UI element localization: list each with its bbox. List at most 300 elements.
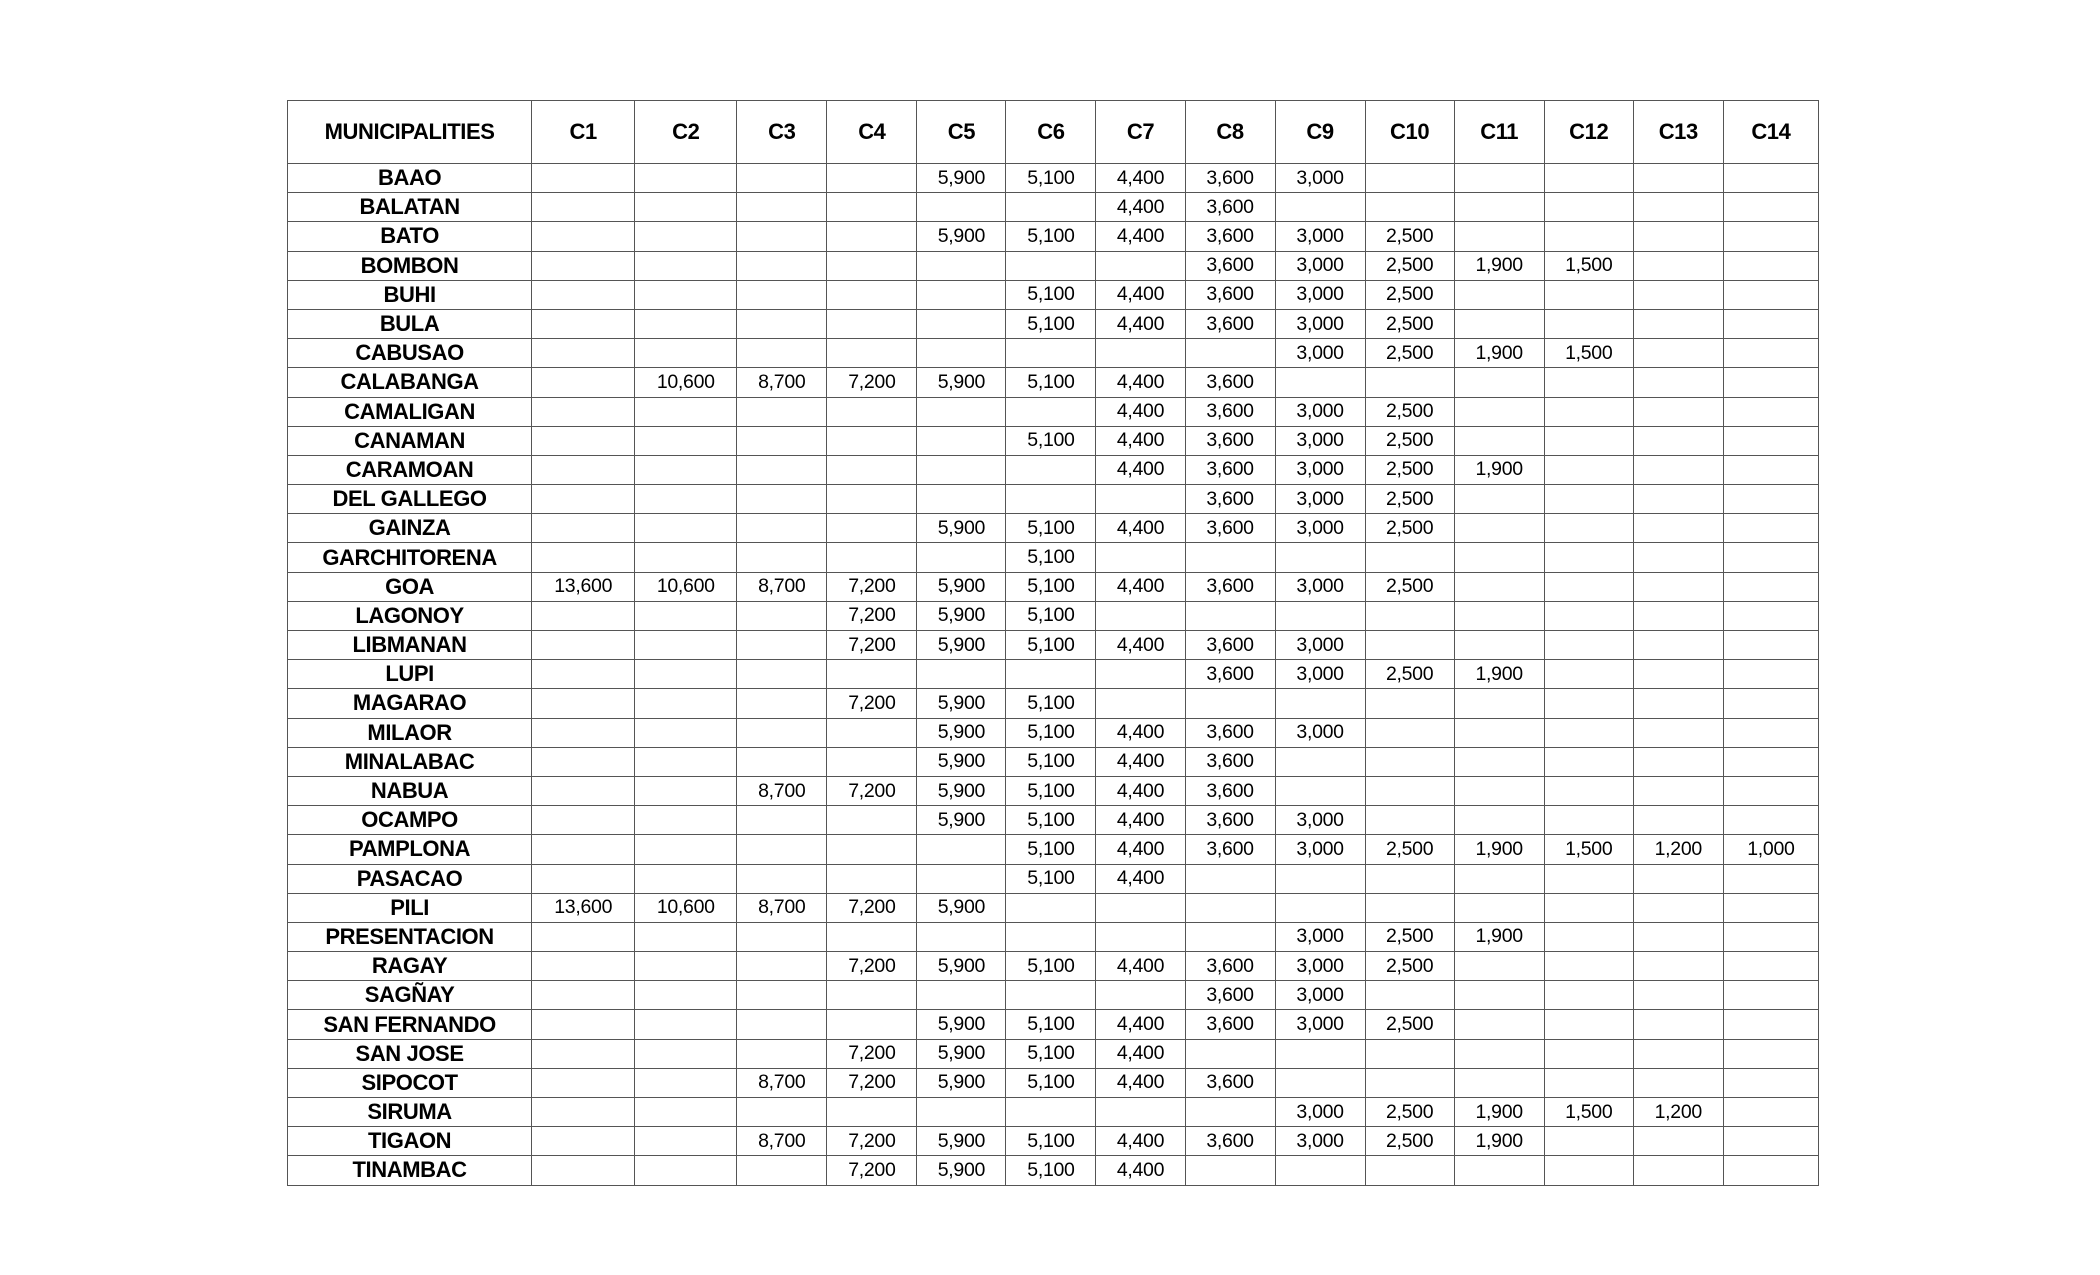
rate-cell: 3,000 — [1275, 280, 1365, 309]
rate-cell: 1,900 — [1454, 922, 1544, 951]
rate-cell — [1454, 864, 1544, 893]
rate-cell: 4,400 — [1096, 806, 1185, 835]
rate-cell — [1633, 1010, 1723, 1039]
rate-cell: 5,100 — [1006, 1127, 1096, 1156]
rate-cell — [1454, 1010, 1544, 1039]
municipality-name-cell: CARAMOAN — [288, 455, 532, 484]
column-header-c1: C1 — [532, 101, 635, 164]
rate-cell — [827, 543, 917, 572]
rate-cell — [1633, 251, 1723, 280]
rate-cell: 3,000 — [1275, 397, 1365, 426]
rate-cell: 2,500 — [1365, 922, 1454, 951]
rate-cell — [1365, 747, 1454, 776]
rate-cell — [532, 922, 635, 951]
table-row — [288, 572, 1819, 601]
rate-cell — [532, 164, 635, 193]
rate-cell — [737, 1039, 827, 1068]
rate-cell — [1633, 222, 1723, 251]
rate-cell — [1544, 747, 1633, 776]
rate-cell: 2,500 — [1365, 397, 1454, 426]
table-row — [288, 280, 1819, 309]
rate-cell: 5,900 — [917, 631, 1006, 660]
rate-cell — [1365, 193, 1454, 222]
rate-cell — [1185, 1156, 1275, 1185]
rate-cell — [532, 747, 635, 776]
rate-cell — [737, 455, 827, 484]
rate-cell: 3,000 — [1275, 1010, 1365, 1039]
rate-cell — [1454, 572, 1544, 601]
municipality-name-cell: LUPI — [288, 660, 532, 689]
rate-cell — [1185, 543, 1275, 572]
rate-cell — [827, 455, 917, 484]
table-row — [288, 397, 1819, 426]
rate-cell — [1544, 426, 1633, 455]
rate-cell: 3,600 — [1185, 514, 1275, 543]
rate-cell: 1,900 — [1454, 1098, 1544, 1127]
municipality-name-cell: BATO — [288, 222, 532, 251]
rate-cell: 8,700 — [737, 1127, 827, 1156]
rate-cell: 5,900 — [917, 689, 1006, 718]
rate-cell — [1185, 601, 1275, 630]
rate-cell — [737, 718, 827, 747]
rate-cell — [827, 835, 917, 864]
table-header-row — [288, 101, 1819, 164]
rate-cell: 5,100 — [1006, 689, 1096, 718]
rate-cell — [1633, 1068, 1723, 1097]
rate-cell — [1454, 1039, 1544, 1068]
municipality-name-cell: SAGÑAY — [288, 981, 532, 1010]
rate-cell — [635, 222, 737, 251]
rate-cell — [1633, 485, 1723, 514]
municipality-name-cell: GAINZA — [288, 514, 532, 543]
rate-cell: 4,400 — [1096, 952, 1185, 981]
rate-cell — [1096, 485, 1185, 514]
rate-cell: 3,600 — [1185, 776, 1275, 805]
rate-cell — [737, 514, 827, 543]
rate-cell: 2,500 — [1365, 514, 1454, 543]
table-row — [288, 426, 1819, 455]
rate-cell — [1365, 718, 1454, 747]
rate-cell: 4,400 — [1096, 718, 1185, 747]
rate-cell: 3,000 — [1275, 660, 1365, 689]
rate-cell — [737, 222, 827, 251]
rate-cell — [532, 1039, 635, 1068]
rate-cell: 5,900 — [917, 1156, 1006, 1185]
column-header-c6: C6 — [1006, 101, 1096, 164]
municipality-name-cell: SIRUMA — [288, 1098, 532, 1127]
rate-cell — [1365, 543, 1454, 572]
rate-cell: 3,600 — [1185, 806, 1275, 835]
municipality-name-cell: SAN JOSE — [288, 1039, 532, 1068]
rate-cell — [635, 543, 737, 572]
rate-cell: 3,000 — [1275, 514, 1365, 543]
rate-cell: 5,900 — [917, 222, 1006, 251]
rate-cell — [827, 193, 917, 222]
rate-cell: 2,500 — [1365, 309, 1454, 338]
rate-cell — [532, 397, 635, 426]
rate-cell — [1544, 631, 1633, 660]
rate-cell — [635, 1127, 737, 1156]
rate-cell — [1454, 806, 1544, 835]
rate-cell: 4,400 — [1096, 368, 1185, 397]
rate-cell — [1723, 689, 1818, 718]
rate-cell: 3,600 — [1185, 1010, 1275, 1039]
rate-cell: 5,100 — [1006, 1068, 1096, 1097]
rate-cell: 2,500 — [1365, 339, 1454, 368]
column-header-c12: C12 — [1544, 101, 1633, 164]
rate-cell — [1723, 339, 1818, 368]
rate-cell: 5,100 — [1006, 601, 1096, 630]
rate-cell — [1544, 1127, 1633, 1156]
rate-cell: 5,100 — [1006, 572, 1096, 601]
rate-cell: 2,500 — [1365, 952, 1454, 981]
municipality-name-cell: CAMALIGAN — [288, 397, 532, 426]
rate-cell — [1544, 1010, 1633, 1039]
rate-cell: 3,600 — [1185, 747, 1275, 776]
rate-cell — [1544, 1156, 1633, 1185]
rate-cell — [827, 747, 917, 776]
column-header-c7: C7 — [1096, 101, 1185, 164]
rate-cell — [635, 981, 737, 1010]
rate-cell — [827, 309, 917, 338]
rate-cell: 3,600 — [1185, 222, 1275, 251]
rate-cell: 4,400 — [1096, 426, 1185, 455]
rate-cell — [917, 193, 1006, 222]
rate-cell — [1723, 543, 1818, 572]
rate-cell — [917, 426, 1006, 455]
rate-cell — [1544, 806, 1633, 835]
rate-cell: 5,100 — [1006, 1039, 1096, 1068]
rate-cell — [532, 1156, 635, 1185]
column-header-c3: C3 — [737, 101, 827, 164]
municipality-name-cell: GOA — [288, 572, 532, 601]
rate-cell: 3,000 — [1275, 309, 1365, 338]
rate-cell — [1365, 981, 1454, 1010]
rate-cell: 3,000 — [1275, 339, 1365, 368]
rate-cell: 5,100 — [1006, 543, 1096, 572]
table-row — [288, 543, 1819, 572]
rate-cell — [917, 660, 1006, 689]
rate-cell — [635, 952, 737, 981]
rate-cell — [1633, 806, 1723, 835]
rate-cell — [635, 1010, 737, 1039]
rate-cell — [532, 1010, 635, 1039]
rate-cell — [1723, 572, 1818, 601]
rate-cell — [827, 1010, 917, 1039]
rate-cell — [635, 922, 737, 951]
rate-cell: 3,000 — [1275, 426, 1365, 455]
rate-cell — [1633, 426, 1723, 455]
rate-cell — [1723, 1127, 1818, 1156]
rate-cell: 3,000 — [1275, 806, 1365, 835]
rate-cell: 8,700 — [737, 1068, 827, 1097]
rate-cell — [635, 835, 737, 864]
rate-cell: 1,500 — [1544, 339, 1633, 368]
rate-cell — [1723, 893, 1818, 922]
rate-cell — [635, 309, 737, 338]
rate-cell — [827, 864, 917, 893]
municipality-name-cell: SIPOCOT — [288, 1068, 532, 1097]
table-row — [288, 251, 1819, 280]
rate-cell — [737, 631, 827, 660]
rate-cell — [827, 339, 917, 368]
rate-cell — [635, 601, 737, 630]
municipality-name-cell: CABUSAO — [288, 339, 532, 368]
rate-cell: 2,500 — [1365, 280, 1454, 309]
rate-cell: 3,600 — [1185, 952, 1275, 981]
municipality-name-cell: BAAO — [288, 164, 532, 193]
column-header-c4: C4 — [827, 101, 917, 164]
rate-cell — [1454, 309, 1544, 338]
rate-cell — [1454, 426, 1544, 455]
rate-cell: 3,000 — [1275, 631, 1365, 660]
rate-cell — [1006, 455, 1096, 484]
rate-cell: 3,600 — [1185, 309, 1275, 338]
rate-cell — [1275, 543, 1365, 572]
rate-cell: 7,200 — [827, 631, 917, 660]
rate-cell — [1454, 952, 1544, 981]
municipality-name-cell: NABUA — [288, 776, 532, 805]
rate-cell: 5,900 — [917, 1010, 1006, 1039]
rate-cell — [532, 1127, 635, 1156]
rate-cell: 2,500 — [1365, 426, 1454, 455]
rate-cell — [1633, 1156, 1723, 1185]
rate-cell: 4,400 — [1096, 455, 1185, 484]
rate-cell — [1633, 193, 1723, 222]
rate-cell: 3,600 — [1185, 485, 1275, 514]
rate-cell — [827, 251, 917, 280]
rate-cell: 1,900 — [1454, 455, 1544, 484]
rate-cell: 4,400 — [1096, 1156, 1185, 1185]
rate-cell: 3,600 — [1185, 368, 1275, 397]
rate-cell — [1633, 397, 1723, 426]
table-row — [288, 893, 1819, 922]
rate-cell — [917, 309, 1006, 338]
rate-cell — [1275, 601, 1365, 630]
rate-cell — [1723, 455, 1818, 484]
rate-cell — [917, 280, 1006, 309]
rate-cell: 5,900 — [917, 368, 1006, 397]
rate-cell — [635, 1068, 737, 1097]
rate-cell — [1544, 222, 1633, 251]
rate-cell: 5,100 — [1006, 426, 1096, 455]
rate-cell: 5,900 — [917, 601, 1006, 630]
rate-cell — [1633, 864, 1723, 893]
rate-cell — [827, 514, 917, 543]
rate-cell — [1633, 922, 1723, 951]
rate-cell — [1633, 718, 1723, 747]
rate-cell: 5,900 — [917, 806, 1006, 835]
rate-cell — [532, 1068, 635, 1097]
rate-cell — [1633, 280, 1723, 309]
rate-cell — [1096, 1098, 1185, 1127]
rate-cell: 4,400 — [1096, 776, 1185, 805]
rate-cell — [1723, 981, 1818, 1010]
rate-cell — [827, 426, 917, 455]
municipality-name-cell: TIGAON — [288, 1127, 532, 1156]
rate-cell — [1633, 631, 1723, 660]
municipality-name-cell: TINAMBAC — [288, 1156, 532, 1185]
rate-cell — [1365, 864, 1454, 893]
rate-cell — [1544, 1039, 1633, 1068]
rate-cell — [635, 485, 737, 514]
rate-cell — [1454, 689, 1544, 718]
rate-cell — [1365, 806, 1454, 835]
rate-cell — [1544, 718, 1633, 747]
rate-cell — [1454, 193, 1544, 222]
rate-cell — [1275, 776, 1365, 805]
rate-cell — [1454, 222, 1544, 251]
table-row — [288, 455, 1819, 484]
rate-cell — [737, 193, 827, 222]
rate-cell — [1633, 893, 1723, 922]
rate-cell — [1544, 397, 1633, 426]
rate-cell — [635, 339, 737, 368]
rate-cell — [1544, 193, 1633, 222]
rate-cell: 1,500 — [1544, 1098, 1633, 1127]
rate-cell — [737, 660, 827, 689]
rate-cell — [532, 776, 635, 805]
rate-cell — [1275, 193, 1365, 222]
rate-cell — [917, 835, 1006, 864]
rate-cell: 4,400 — [1096, 1039, 1185, 1068]
rate-cell: 8,700 — [737, 368, 827, 397]
rate-cell — [1633, 981, 1723, 1010]
rate-cell: 4,400 — [1096, 1010, 1185, 1039]
rate-cell — [1275, 368, 1365, 397]
rate-cell: 4,400 — [1096, 1068, 1185, 1097]
table-row — [288, 164, 1819, 193]
rate-cell: 7,200 — [827, 1156, 917, 1185]
rate-cell — [1633, 164, 1723, 193]
column-header-c8: C8 — [1185, 101, 1275, 164]
rate-cell — [1723, 660, 1818, 689]
rate-cell — [917, 864, 1006, 893]
rate-cell — [1006, 339, 1096, 368]
rate-cell: 1,900 — [1454, 251, 1544, 280]
rate-cell — [1723, 193, 1818, 222]
rate-cell — [635, 806, 737, 835]
rate-cell — [1723, 485, 1818, 514]
rate-cell — [635, 1039, 737, 1068]
rate-cell — [1723, 309, 1818, 338]
rate-cell: 2,500 — [1365, 455, 1454, 484]
municipality-name-cell: BOMBON — [288, 251, 532, 280]
rate-cell — [737, 835, 827, 864]
rate-cell — [1454, 776, 1544, 805]
rate-cell: 5,100 — [1006, 1010, 1096, 1039]
rate-cell — [635, 1098, 737, 1127]
rate-cell — [1544, 280, 1633, 309]
rate-cell: 7,200 — [827, 368, 917, 397]
rate-cell — [1723, 631, 1818, 660]
rate-cell: 5,100 — [1006, 776, 1096, 805]
rate-cell — [532, 601, 635, 630]
rate-cell: 7,200 — [827, 689, 917, 718]
rate-cell — [1723, 1068, 1818, 1097]
rate-cell — [1454, 397, 1544, 426]
rate-cell — [1633, 1039, 1723, 1068]
municipality-name-cell: CANAMAN — [288, 426, 532, 455]
rate-cell — [532, 280, 635, 309]
rate-cell — [737, 164, 827, 193]
rate-cell: 5,100 — [1006, 1156, 1096, 1185]
rate-cell — [1365, 689, 1454, 718]
rate-cell — [1454, 631, 1544, 660]
rate-cell: 5,100 — [1006, 280, 1096, 309]
column-header-c14: C14 — [1723, 101, 1818, 164]
rate-cell — [635, 164, 737, 193]
rate-cell — [635, 455, 737, 484]
table-row — [288, 631, 1819, 660]
rate-cell — [827, 280, 917, 309]
rate-cell: 3,600 — [1185, 1068, 1275, 1097]
rate-cell: 10,600 — [635, 368, 737, 397]
rate-cell — [737, 251, 827, 280]
rate-cell — [1454, 485, 1544, 514]
rate-cell — [1454, 368, 1544, 397]
rate-cell: 13,600 — [532, 893, 635, 922]
rate-cell — [1544, 922, 1633, 951]
rate-cell — [532, 864, 635, 893]
rate-cell: 10,600 — [635, 893, 737, 922]
rate-cell — [917, 455, 1006, 484]
rate-cell — [827, 397, 917, 426]
rate-cell — [917, 397, 1006, 426]
table-row — [288, 1098, 1819, 1127]
municipality-name-cell: SAN FERNANDO — [288, 1010, 532, 1039]
rate-cell — [635, 660, 737, 689]
rate-cell — [532, 689, 635, 718]
rate-cell — [1365, 893, 1454, 922]
rate-cell: 7,200 — [827, 1039, 917, 1068]
rate-cell: 3,600 — [1185, 426, 1275, 455]
rate-cell — [1365, 776, 1454, 805]
column-header-c5: C5 — [917, 101, 1006, 164]
rate-cell — [1454, 601, 1544, 630]
rate-cell: 3,600 — [1185, 164, 1275, 193]
rate-cell — [1544, 164, 1633, 193]
table-row — [288, 922, 1819, 951]
rate-cell — [1096, 543, 1185, 572]
rate-cell — [1454, 543, 1544, 572]
rate-cell — [1544, 893, 1633, 922]
column-header-c13: C13 — [1633, 101, 1723, 164]
table-row — [288, 981, 1819, 1010]
rate-cell: 3,600 — [1185, 660, 1275, 689]
rate-cell: 3,600 — [1185, 981, 1275, 1010]
rate-cell — [917, 922, 1006, 951]
municipality-name-cell: BALATAN — [288, 193, 532, 222]
rate-cell — [1544, 952, 1633, 981]
table-row — [288, 1039, 1819, 1068]
rate-cell — [1185, 339, 1275, 368]
rate-cell — [1723, 952, 1818, 981]
rate-cell — [1275, 1039, 1365, 1068]
table-row — [288, 689, 1819, 718]
rate-cell — [827, 718, 917, 747]
rate-cell — [737, 426, 827, 455]
rate-cell: 4,400 — [1096, 280, 1185, 309]
rate-cell — [737, 1098, 827, 1127]
rate-cell: 5,900 — [917, 1039, 1006, 1068]
rate-cell — [1006, 660, 1096, 689]
rate-cell — [1723, 864, 1818, 893]
rate-cell: 4,400 — [1096, 835, 1185, 864]
rate-cell — [1723, 1039, 1818, 1068]
rate-cell — [635, 747, 737, 776]
table-row — [288, 193, 1819, 222]
